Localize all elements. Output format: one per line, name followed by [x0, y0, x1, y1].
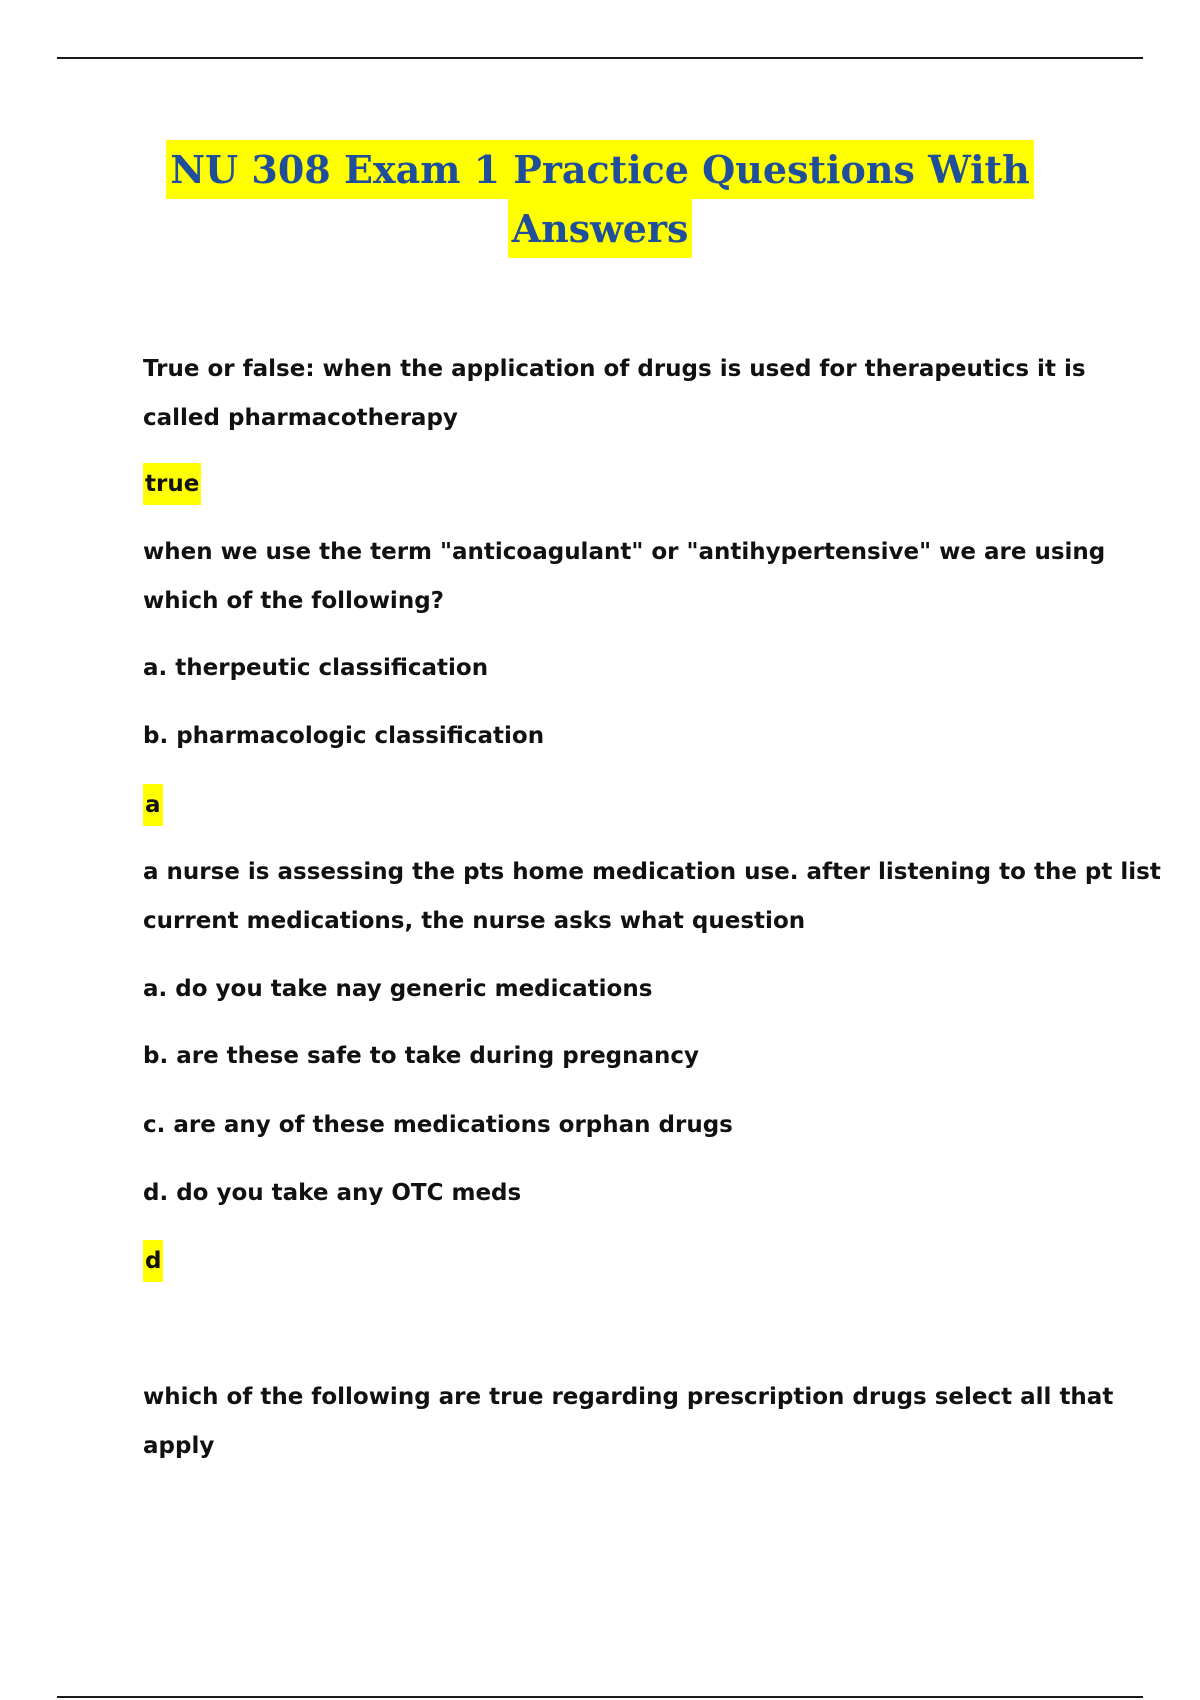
title-line-1: NU 308 Exam 1 Practice Questions With — [166, 140, 1033, 199]
question-text-line: True or false: when the application of drugs is used for therapeutics it is — [143, 356, 1086, 382]
option-text: b. are these safe to take during pregnancy — [143, 1043, 700, 1069]
top-rule — [57, 57, 1143, 59]
option-3a — [143, 965, 1103, 1014]
title-line-2: Answers — [508, 199, 693, 258]
option-text: c. are any of these medications orphan drugs — [143, 1112, 733, 1138]
bottom-rule — [57, 1696, 1143, 1698]
option-3b — [143, 1032, 1103, 1081]
question-text-line: current medications, the nurse asks what question — [143, 908, 806, 934]
option-2b — [143, 712, 1103, 761]
option-text: a. do you take nay generic medications — [143, 976, 653, 1002]
question-text-line: which of the following are true regarding prescription drugs select all that — [143, 1384, 1114, 1410]
question-text-line: called pharmacotherapy — [143, 405, 458, 431]
question-3 — [143, 848, 1161, 946]
option-text: b. pharmacologic classification — [143, 723, 545, 749]
answer-3 — [143, 1237, 1103, 1286]
answer-1 — [143, 460, 1103, 509]
document-title — [0, 140, 1200, 258]
option-text: d. do you take any OTC meds — [143, 1180, 522, 1206]
answer-highlight: d — [143, 1240, 163, 1282]
answer-2 — [143, 781, 1103, 830]
question-4 — [143, 1373, 1114, 1471]
option-3d — [143, 1169, 1103, 1218]
question-2 — [143, 528, 1106, 626]
question-text-line: a nurse is assessing the pts home medication use. after listening to the pt list — [143, 859, 1161, 885]
option-3c — [143, 1101, 1103, 1150]
option-2a — [143, 644, 1103, 693]
question-1 — [143, 345, 1103, 443]
question-text-line: when we use the term "anticoagulant" or "antihypertensive" we are using — [143, 539, 1106, 565]
question-text-line: which of the following? — [143, 588, 444, 614]
option-text: a. therpeutic classification — [143, 655, 489, 681]
answer-highlight: a — [143, 784, 163, 826]
answer-highlight: true — [143, 463, 201, 505]
question-text-line: apply — [143, 1433, 215, 1459]
